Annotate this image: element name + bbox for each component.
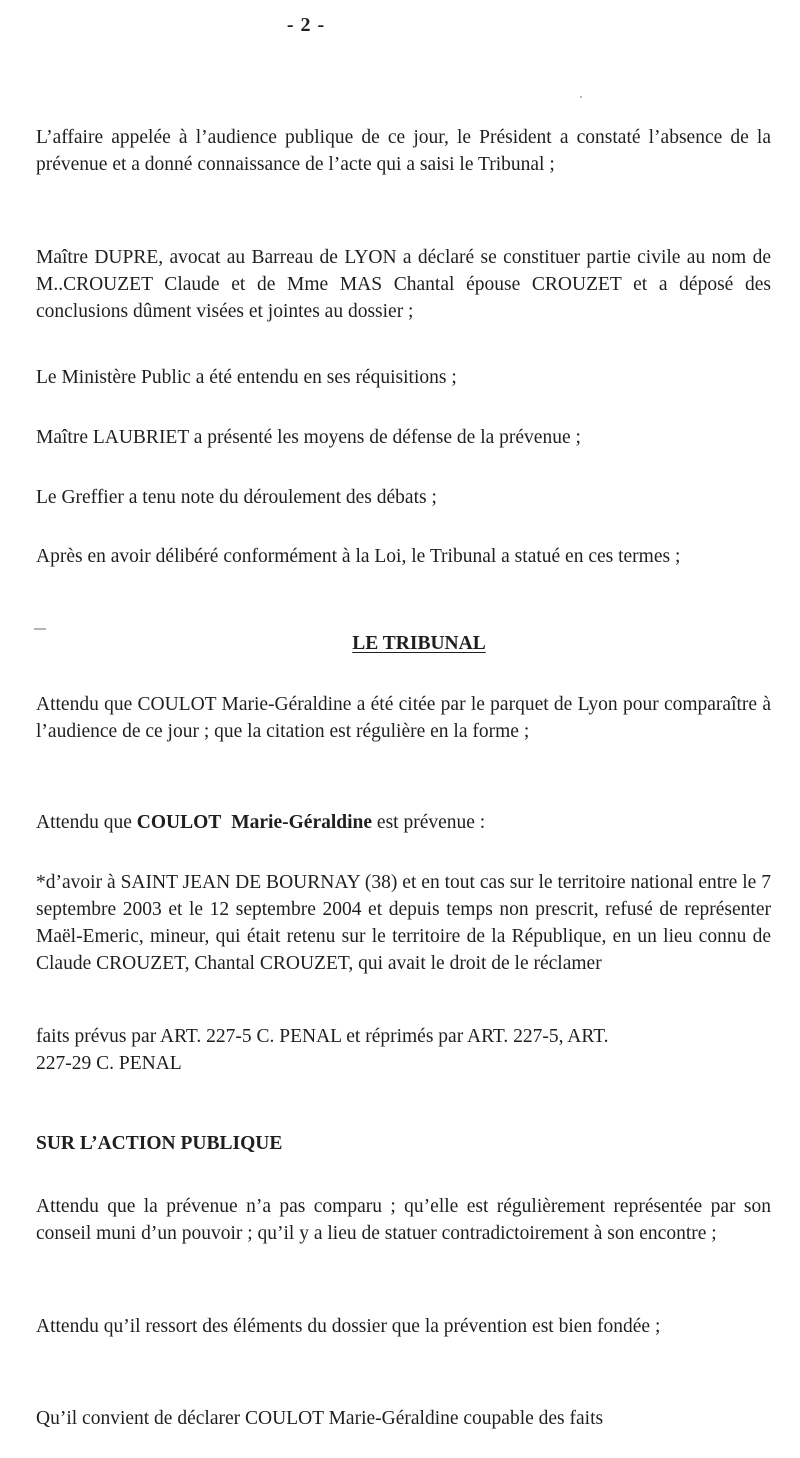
paragraph-prevention-founded: Attendu qu’il ressort des éléments du dossier que la prévention est bien fondée ; <box>36 1316 661 1337</box>
paragraph-greffier: Le Greffier a tenu note du déroulement des débats ; <box>36 487 437 508</box>
paragraph-defense: Maître LAUBRIET a présenté les moyens de défense de la prévenue ; <box>36 427 581 448</box>
page-number: - 2 - <box>286 14 326 36</box>
legal-basis-line-2: 227-29 C. PENAL <box>36 1053 182 1074</box>
section-heading-tribunal: LE TRIBUNAL <box>352 633 486 654</box>
paragraph-ministere-public: Le Ministère Public a été entendu en ses réquisitions ; <box>36 367 457 388</box>
section-heading-action-publique: SUR L’ACTION PUBLIQUE <box>36 1133 283 1154</box>
defendant-first-name: Marie-Géraldine <box>231 812 373 833</box>
prevention-intro-prefix: Attendu que <box>36 812 132 833</box>
paragraph-legal-basis <box>36 1023 771 1077</box>
paragraph-civil-party: Maître DUPRE, avocat au Barreau de LYON a déclaré se constituer partie civile au nom de M..CROUZET Claude et de Mme MAS Chantal épouse CROUZET et a déposé des conclusions dûment visées et jointes au dossier ; <box>36 247 771 322</box>
paragraph-deliberation: Après en avoir délibéré conformément à la Loi, le Tribunal a statué en ces termes ; <box>36 546 681 567</box>
paragraph-prevention-intro <box>36 809 771 836</box>
paragraph-charges: *d’avoir à SAINT JEAN DE BOURNAY (38) et en tout cas sur le territoire national entre le 7 septembre 2003 et le 12 septembre 2004 et depuis temps non prescrit, refusé de représenter Maël-Emeric, mineur, qui était retenu sur le territoire de la République, en un lieu connu de Claude CROUZET, Chantal CROUZET, qui avait le droit de le réclamer <box>36 872 771 974</box>
prevention-intro-suffix: est prévenue : <box>376 812 486 833</box>
paragraph-guilt: Qu’il convient de déclarer COULOT Marie-Géraldine coupable des faits <box>36 1408 604 1429</box>
paragraph-citation: Attendu que COULOT Marie-Géraldine a été citée par le parquet de Lyon pour comparaître à l’audience de ce jour ; que la citation est régulière en la forme ; <box>36 694 771 742</box>
scan-speck <box>580 96 582 98</box>
defendant-last-name: COULOT <box>136 812 222 833</box>
paragraph-hearing: L’affaire appelée à l’audience publique de ce jour, le Président a constaté l’absence de la prévenue et a donné connaissance de l’acte qui a saisi le Tribunal ; <box>36 127 771 175</box>
paragraph-representation: Attendu que la prévenue n’a pas comparu ; qu’elle est régulièrement représentée par son conseil muni d’un pouvoir ; qu’il y a lieu de statuer contradictoirement à son encontre ; <box>36 1196 771 1244</box>
legal-basis-line-1: faits prévus par ART. 227-5 C. PENAL et réprimés par ART. 227-5, ART. <box>36 1026 609 1047</box>
scan-speck <box>34 628 46 630</box>
